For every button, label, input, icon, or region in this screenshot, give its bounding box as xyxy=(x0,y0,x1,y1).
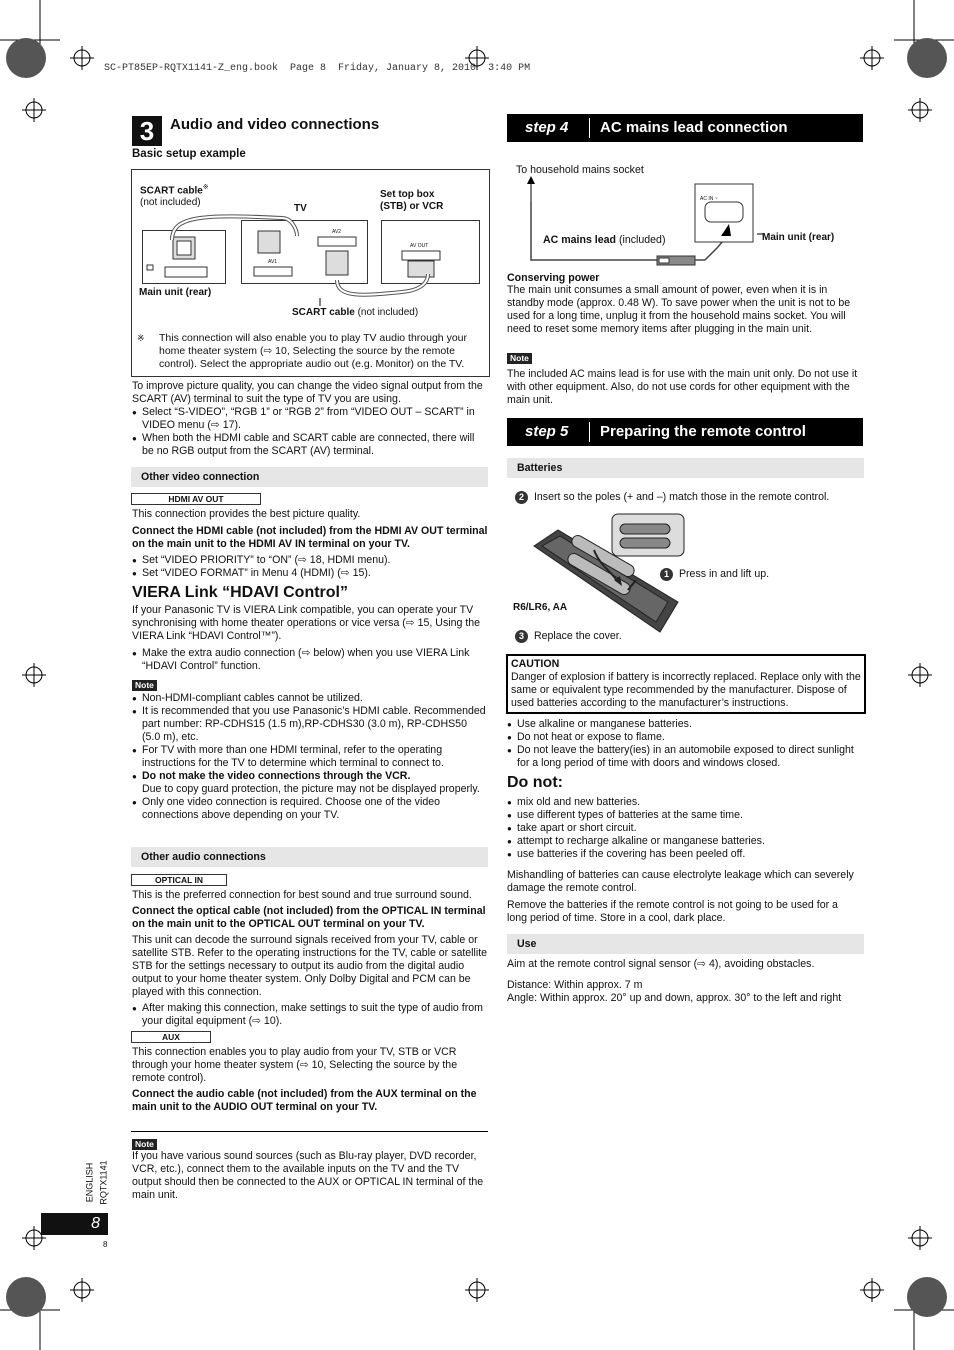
note-badge-1: Note xyxy=(132,680,157,691)
scart-cable-bottom-note: (not included) xyxy=(354,307,419,318)
language-code-vertical xyxy=(84,1158,114,1210)
page-number-box xyxy=(41,1213,108,1235)
page-number: 8 xyxy=(91,1215,100,1232)
hdmi-bullets xyxy=(132,554,488,580)
note-bullet-only-one: ● Only one video connection is required. Choose one of the video connections above depending on your TV. xyxy=(132,796,488,822)
basic-setup-heading: Basic setup example xyxy=(132,148,246,160)
left-column-text xyxy=(132,380,488,458)
page-number-small: 8 xyxy=(103,1240,108,1249)
ac-lead-bold: AC mains lead xyxy=(543,234,617,246)
note-badge-3: Note xyxy=(507,353,532,364)
aux-tag: AUX xyxy=(131,1031,211,1043)
scart-cable-bottom: SCART cable xyxy=(292,307,355,318)
viera-bullet: ● Make the extra audio connection (⇨ below) when you use VIERA Link “HDAVI Control” function. xyxy=(132,647,488,673)
do-not-1: ● mix old and new batteries. xyxy=(507,796,859,809)
tv-label: TV xyxy=(294,203,307,214)
connection-diagram xyxy=(131,169,490,377)
hdmi-instruction: Connect the HDMI cable (not included) from the HDMI AV OUT terminal on the main unit to the HDMI AV IN terminal on your TV. xyxy=(132,525,488,550)
battery-type-label: R6/LR6, AA xyxy=(513,602,568,613)
do-not-title: Do not: xyxy=(507,774,563,791)
other-video-heading: Other video connection xyxy=(131,467,488,487)
step4-title: AC mains lead connection xyxy=(600,119,788,136)
scart-cable-bottom-label xyxy=(292,306,418,319)
step5-label: step 5 xyxy=(525,423,569,440)
hdmi-av-out-tag: HDMI AV OUT xyxy=(131,493,261,505)
do-not-5: ● use batteries if the covering has been peeled off. xyxy=(507,848,859,861)
step4-label: step 4 xyxy=(525,119,569,136)
battery-step-3 xyxy=(515,630,622,643)
ac-in-label: AC IN ~ xyxy=(700,196,718,202)
diagram-footnote-mark: ※ xyxy=(137,333,145,343)
hdmi-desc: This connection provides the best picture quality. xyxy=(132,508,361,520)
note-bullet-3: ● For TV with more than one HDMI terminal, refer to the operating instructions for the TV to determine which terminal to connect to. xyxy=(132,744,488,770)
aux-section xyxy=(132,1046,488,1114)
step-2-number: 2 xyxy=(515,491,528,504)
step-3-text: Replace the cover. xyxy=(533,630,622,643)
angle-text: Angle: Within approx. 20° up and down, approx. 30° to the left and right xyxy=(507,992,842,1004)
use-text: Aim at the remote control signal sensor (⇨ 4), avoiding obstacles. xyxy=(507,958,815,970)
section-number: 3 xyxy=(132,116,162,146)
scart-intro: To improve picture quality, you can change the video signal output from the SCART (AV) terminal to suit the type of TV you are using. xyxy=(132,380,483,405)
scart-not-included: (not included) xyxy=(140,197,201,209)
english-label: ENGLISH xyxy=(84,1162,95,1203)
batteries-heading: Batteries xyxy=(507,458,864,478)
step-1-text: Press in and lift up. xyxy=(678,568,770,581)
vcr-text: Due to copy guard protection, the picture may not be displayed properly. xyxy=(142,783,480,795)
note-bullet-vcr xyxy=(132,770,488,796)
caution-title: CAUTION xyxy=(511,658,560,670)
ac-note-text: The included AC mains lead is for use with the main unit only. Do not use it with other equipment. Also, do not use cords for other equipment with the main unit. xyxy=(507,368,858,406)
use-heading: Use xyxy=(507,934,864,954)
do-not-list xyxy=(507,796,859,861)
caution-box xyxy=(506,654,866,714)
household-socket-label: To household mains socket xyxy=(516,164,644,176)
battery-step-2 xyxy=(515,491,829,504)
battery-bullet-3: ● Do not leave the battery(ies) in an automobile exposed to direct sunlight for a long period of time with doors and windows closed. xyxy=(507,744,859,770)
battery-bullets xyxy=(507,718,859,770)
scart-bullet-2: ● When both the HDMI cable and SCART cable are connected, there will be no RGB output from the SCART (AV) terminal. xyxy=(132,432,488,458)
note-bullet-2: ● It is recommended that you use Panasonic’s HDMI cable. Recommended part number: RP-CDHS15 (1.5 m),RP-CDHS30 (3.0 m), RP-CDHS50 (5.0 m), etc. xyxy=(132,705,488,744)
scart-cable-label: SCART cable xyxy=(140,185,203,197)
distance-text: Distance: Within approx. 7 m xyxy=(507,979,643,991)
battery-bullets-section xyxy=(507,718,859,770)
diagram-footnote: This connection will also enable you to play TV audio through your home theater system (⇨ 10, Selecting the source by the remote control). Select the appropriate audio out (e.g. Monitor) on the TV. xyxy=(159,332,467,370)
hdmi-bullet-2: ● Set “VIDEO FORMAT” in Menu 4 (HDMI) (⇨ 15). xyxy=(132,567,488,580)
do-not-2: ● use different types of batteries at the same time. xyxy=(507,809,859,822)
step5-title: Preparing the remote control xyxy=(600,423,806,440)
do-not-4: ● attempt to recharge alkaline or manganese batteries. xyxy=(507,835,859,848)
hdmi-section xyxy=(132,508,488,580)
step-3-number: 3 xyxy=(515,630,528,643)
optical-section xyxy=(132,889,490,1028)
note2-divider xyxy=(131,1131,488,1132)
step-2-text: Insert so the poles (+ and –) match those in the remote control. xyxy=(533,491,830,504)
aux-instruction: Connect the audio cable (not included) from the AUX terminal on the main unit to the AUDIO OUT terminal on your TV. xyxy=(132,1088,477,1113)
battery-bullet-2: ● Do not heat or expose to flame. xyxy=(507,731,859,744)
viera-desc: If your Panasonic TV is VIERA Link compatible, you can operate your TV synchronising with home theater operations or vice versa (⇨ 15, Using the VIERA Link “HDAVI Control™”). xyxy=(132,604,481,642)
viera-link-title: VIERA Link “HDAVI Control” xyxy=(132,584,348,601)
scart-bullets xyxy=(132,406,488,458)
optical-text: This unit can decode the surround signals received from your TV, cable or satellite STB. Refer to the operating instructions for the TV, cable or satellite STB for the settings necessary to output its audio from the digital audio output to your home theater system. Only Dolby Digital and PCM can be played with this connection. xyxy=(132,934,488,998)
conserving-power-title: Conserving power xyxy=(507,272,600,284)
step-1-number: 1 xyxy=(660,568,673,581)
optical-bullet: ● After making this connection, make settings to suit the type of audio from your digital equipment (⇨ 10). xyxy=(132,1002,490,1028)
do-not-section xyxy=(507,796,859,925)
note-bullets xyxy=(132,692,488,822)
optical-desc: This is the preferred connection for best sound and true surround sound. xyxy=(132,889,472,901)
conserving-power-text: The main unit consumes a small amount of power, even when it is in standby mode (approx. 0.48 W). To save power when the unit is not to be used for a long time, unplug it from the household mains socket. You will need to reset some memory items after plugging in the main unit. xyxy=(507,284,851,335)
main-unit-rear-label-2: Main unit (rear) xyxy=(762,232,835,243)
other-audio-heading: Other audio connections xyxy=(131,847,488,867)
ac-lead-rest: (included) xyxy=(616,234,666,246)
main-unit-rear-label: Main unit (rear) xyxy=(139,287,212,298)
hdmi-bullet-1: ● Set “VIDEO PRIORITY” to “ON” (⇨ 18, HDMI menu). xyxy=(132,554,488,567)
note2-text: If you have various sound sources (such as Blu-ray player, DVD recorder, VCR, etc.), connect them to the available inputs on the TV and the TV output should then be connected to the AUX or OPTICAL IN terminal of the main unit. xyxy=(132,1150,484,1201)
scart-bullet-1: ● Select “S-VIDEO”, “RGB 1” or “RGB 2” from “VIDEO OUT – SCART” in VIDEO menu (⇨ 17). xyxy=(132,406,488,432)
step5-bar xyxy=(507,418,863,446)
scart-cable-mark: ※ xyxy=(202,184,209,191)
do-not-3: ● take apart or short circuit. xyxy=(507,822,859,835)
note-section-1 xyxy=(132,692,488,822)
stb-line2: (STB) or VCR xyxy=(380,201,444,212)
caution-text: Danger of explosion if battery is incorrectly replaced. Replace only with the same or equivalent type recommended by the manufacturer. Dispose of used batteries according to the manufacturer’s instructions. xyxy=(511,671,861,709)
ac-lead-diagram xyxy=(507,176,863,272)
step4-bar xyxy=(507,114,863,142)
ac-lead-label xyxy=(543,234,665,247)
optical-instruction: Connect the optical cable (not included) from the OPTICAL IN terminal on the main unit to the OPTICAL OUT terminal on your TV. xyxy=(132,905,486,930)
stb-line1: Set top box xyxy=(380,189,435,200)
note-bullet-1: ● Non-HDMI-compliant cables cannot be utilized. xyxy=(132,692,488,705)
section-title: Audio and video connections xyxy=(170,116,380,133)
battery-bullet-1: ● Use alkaline or manganese batteries. xyxy=(507,718,859,731)
vcr-warning: Do not make the video connections through the VCR. xyxy=(142,770,411,782)
av-out-label: AV OUT xyxy=(410,243,429,249)
viera-bullets xyxy=(132,647,488,673)
av1-label: AV1 xyxy=(268,259,278,265)
optical-in-tag: OPTICAL IN xyxy=(131,874,227,886)
viera-section xyxy=(132,604,488,673)
aux-desc: This connection enables you to play audio from your TV, STB or VCR through your home theater system (⇨ 10, Selecting the source by the remote control). xyxy=(132,1046,458,1084)
remove-text: Remove the batteries if the remote control is not going to be used for a long period of time. Store in a cool, dark place. xyxy=(507,899,838,924)
doc-code-label: RQTX1141 xyxy=(98,1160,109,1205)
av2-label: AV2 xyxy=(332,229,342,235)
optical-bullets xyxy=(132,1002,490,1028)
mishandling-text: Mishandling of batteries can cause electrolyte leakage which can severely damage the remote control. xyxy=(507,869,854,894)
battery-step-1 xyxy=(660,568,769,581)
print-header: SC-PT85EP-RQTX1141-Z_eng.book Page 8 Friday, January 8, 2010 3:40 PM xyxy=(104,63,531,74)
note-badge-2: Note xyxy=(132,1139,157,1150)
